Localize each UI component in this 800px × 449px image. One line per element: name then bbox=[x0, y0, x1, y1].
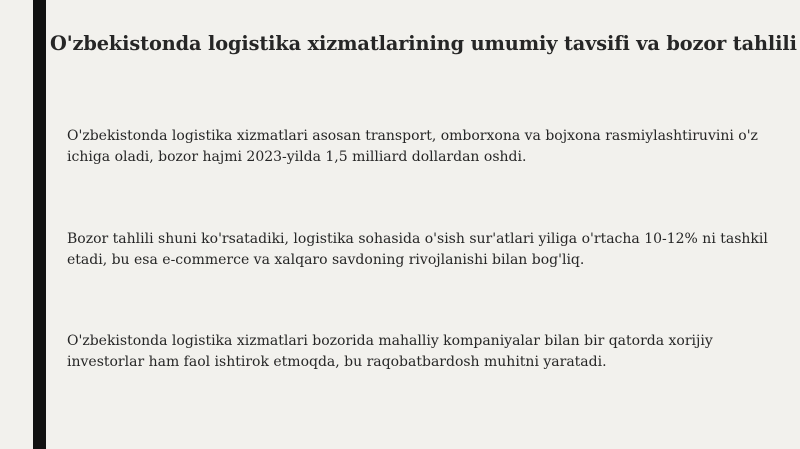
paragraph-transport: O'zbekistonda logistika xizmatlari asosan transport, omborxona va bojxona rasmiylashtiruvini o'z ichiga oladi, bozor hajmi 2023-yilda 1,5 milliard dollardan oshdi. bbox=[67, 128, 758, 165]
accent-bar bbox=[33, 0, 46, 449]
paragraph-market-growth: Bozor tahlili shuni ko'rsatadiki, logistika sohasida o'sish sur'atlari yiliga o'rtacha 10-12% ni tashkil etadi, bu esa e-commerce va xalqaro savdoning rivojlanishi bilan bog'liq. bbox=[67, 231, 768, 268]
slide-title: O'zbekistonda logistika xizmatlarining umumiy tavsifi va bozor tahlili bbox=[50, 32, 797, 55]
paragraph-investors: O'zbekistonda logistika xizmatlari bozorida mahalliy kompaniyalar bilan bir qatorda xorijiy investorlar ham faol ishtirok etmoqda, bu raqobatbardosh muhitni yaratadi. bbox=[67, 333, 713, 370]
